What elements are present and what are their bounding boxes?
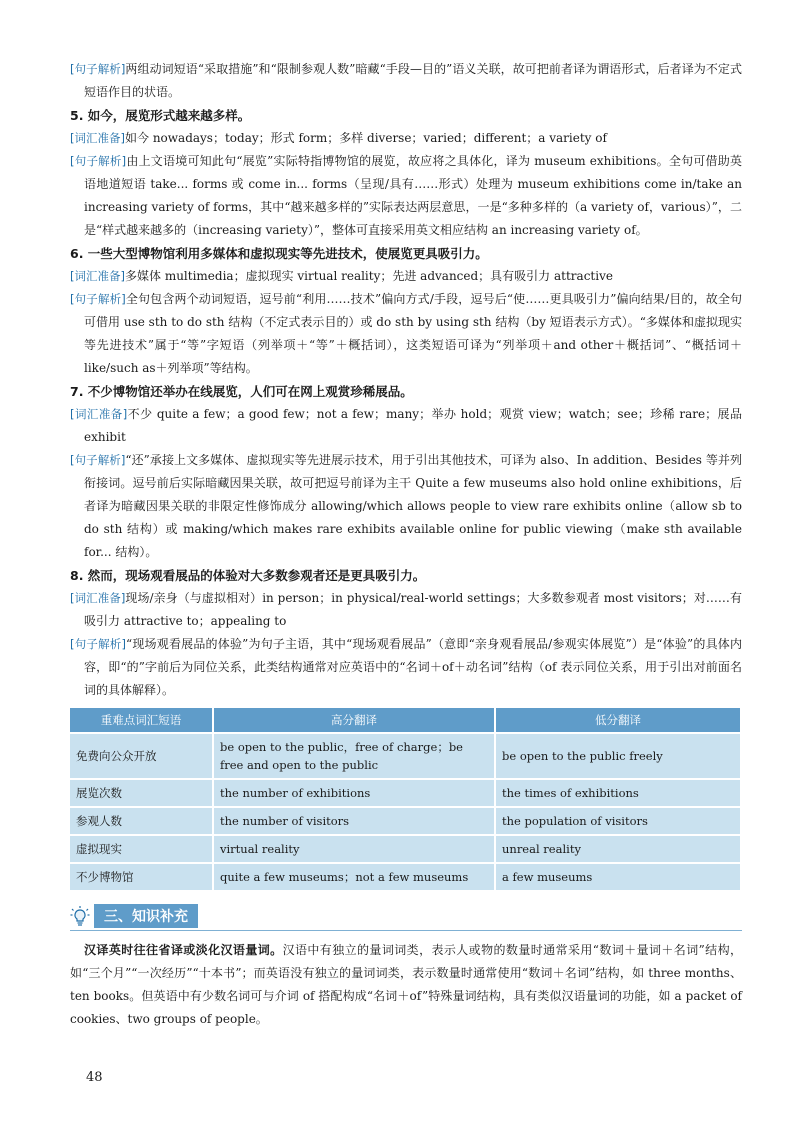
s6-vocab: [词汇准备]多媒体 multimedia；虚拟现实 virtual reality；先进 advanced；具有吸引力 attractive: [70, 269, 613, 283]
tag-label: [句子解析]: [70, 62, 126, 76]
table-cell: 免费向公众开放: [70, 733, 213, 779]
section3-lead: 汉译英时往往省译或淡化汉语量词。: [84, 943, 283, 957]
table-row: [70, 807, 741, 835]
table-row: [70, 779, 741, 807]
table-header-row: [70, 708, 741, 733]
section3-paragraph: 汉译英时往往省译或淡化汉语量词。汉语中有独立的量词词类，表示人或物的数量时通常采用“数词＋量词＋名词”结构，如“三个月”“一次经历”“十本书”；而英语没有独立的量词词类，表示数量时通常使用“数词＋名词”结构，如 three months、ten books。但英语中有少数名词可与介词 of 搭配构成“名词＋of”特殊量词结构，具有类似汉语量词的功能，如 a packet of cookies、two groups of people。: [70, 943, 742, 1026]
tag-label: [词汇准备]: [70, 407, 128, 421]
table-cell: the times of exhibitions: [495, 779, 741, 807]
table-cell: 不少博物馆: [70, 863, 213, 890]
s6-analysis: [句子解析]全句包含两个动词短语，逗号前“利用……技术”偏向方式/手段，逗号后“使……更具吸引力”偏向结果/目的，故全句可借用 use sth to do sth 结构（不定式表示目的）或 do sth by using sth 结构（by 短语表示方式）。“多媒体和虚拟现实等先进技术”属于“等”字短语（列举项＋“等”＋概括词），这类短语可译为“列举项＋and other＋概括词”、“概括词＋like/such as＋列举项”等结构。: [70, 292, 742, 375]
lightbulb-icon: [70, 905, 90, 927]
table-cell: 展览次数: [70, 779, 213, 807]
s7-heading: 7. 不少博物馆还举办在线展览，人们可在网上观赏珍稀展品。: [70, 384, 413, 399]
table-header: 高分翻译: [213, 708, 495, 733]
table-cell: quite a few museums；not a few museums: [213, 863, 495, 890]
table-cell: virtual reality: [213, 835, 495, 863]
s8-heading: 8. 然而，现场观看展品的体验对大多数参观者还是更具吸引力。: [70, 568, 426, 583]
table-header: 低分翻译: [495, 708, 741, 733]
table-cell: the number of exhibitions: [213, 779, 495, 807]
s7-vocab: [词汇准备]不少 quite a few；a good few；not a few；many；举办 hold；观赏 view；watch；see；珍稀 rare；展品 exhibit: [70, 407, 743, 444]
s5-analysis: [句子解析]由上文语境可知此句“展览”实际特指博物馆的展览，故应将之具体化，译为 museum exhibitions。全句可借助英语地道短语 take... forms 或 come in... forms（呈现/具有……形式）处理为 museum exhibitions come in/take an increasing variety of forms，其中“越来越多样的”实际表达两层意思，一是“多种多样的（a variety of，various）”，二是“样式越来越多的（increasing variety）”，整体可直接采用英文相应结构 an increasing variety of。: [70, 154, 743, 237]
p4-analysis: [句子解析]两组动词短语“采取措施”和“限制参观人数”暗藏“手段—目的”语义关联，故可把前者译为谓语形式，后者译为不定式短语作目的状语。: [70, 62, 742, 99]
s8-vocab: [词汇准备]现场/亲身（与虚拟相对）in person；in physical/real-world settings；大多数参观者 most visitors；对……有吸引力 attractive to；appealing to: [70, 591, 742, 628]
tag-label: [句子解析]: [70, 637, 127, 651]
s8-analysis: [句子解析]“现场观看展品的体验”为句子主语，其中“现场观看展品”（意即“亲身观看展品/参观实体展览”）是“体验”的具体内容，即“的”字前后为同位关系，此类结构通常对应英语中的“名词＋of＋动名词”结构（of 表示同位关系，用于引出对前面名词的具体解释）。: [70, 637, 742, 697]
s6-heading: 6. 一些大型博物馆利用多媒体和虚拟现实等先进技术，使展览更具吸引力。: [70, 246, 488, 261]
page-number: 48: [86, 1070, 103, 1085]
tag-label: [句子解析]: [70, 453, 126, 467]
table-header: 重难点词汇短语: [70, 708, 213, 733]
table-row: [70, 733, 741, 779]
table-cell: the number of visitors: [213, 807, 495, 835]
tag-label: [句子解析]: [70, 154, 127, 168]
vocab-table: [70, 708, 742, 890]
section-title: 三、知识补充: [94, 904, 198, 928]
s7-analysis: [句子解析]“还”承接上文多媒体、虚拟现实等先进展示技术，用于引出其他技术，可译为 also、In addition、Besides 等并列衔接词。逗号前后实际暗藏因果关联，故可把逗号前译为主干 Quite a few museums also hold online exhibitions，后者译为暗藏因果关联的非限定性修饰成分 allowing/which allows people to view rare exhibits online（allow sb to do sth 结构）或 making/which makes rare exhibits available online for public viewing（make sth available for... 结构）。: [70, 453, 743, 559]
table-cell: unreal reality: [495, 835, 741, 863]
table-cell: be open to the public，free of charge；be free and open to the public: [213, 733, 495, 779]
table-row: [70, 863, 741, 890]
table-cell: 虚拟现实: [70, 835, 213, 863]
section-header: [70, 904, 742, 931]
table-row: [70, 835, 741, 863]
tag-label: [词汇准备]: [70, 131, 125, 145]
s5-heading: 5. 如今，展览形式越来越多样。: [70, 108, 251, 123]
page-content: [70, 58, 742, 1031]
table-cell: the population of visitors: [495, 807, 741, 835]
tag-label: [词汇准备]: [70, 591, 126, 605]
s5-vocab: [词汇准备]如今 nowadays；today；形式 form；多样 diverse；varied；different；a variety of: [70, 131, 607, 145]
tag-label: [句子解析]: [70, 292, 126, 306]
table-cell: 参观人数: [70, 807, 213, 835]
table-cell: a few museums: [495, 863, 741, 890]
tag-label: [词汇准备]: [70, 269, 125, 283]
table-cell: be open to the public freely: [495, 733, 741, 779]
